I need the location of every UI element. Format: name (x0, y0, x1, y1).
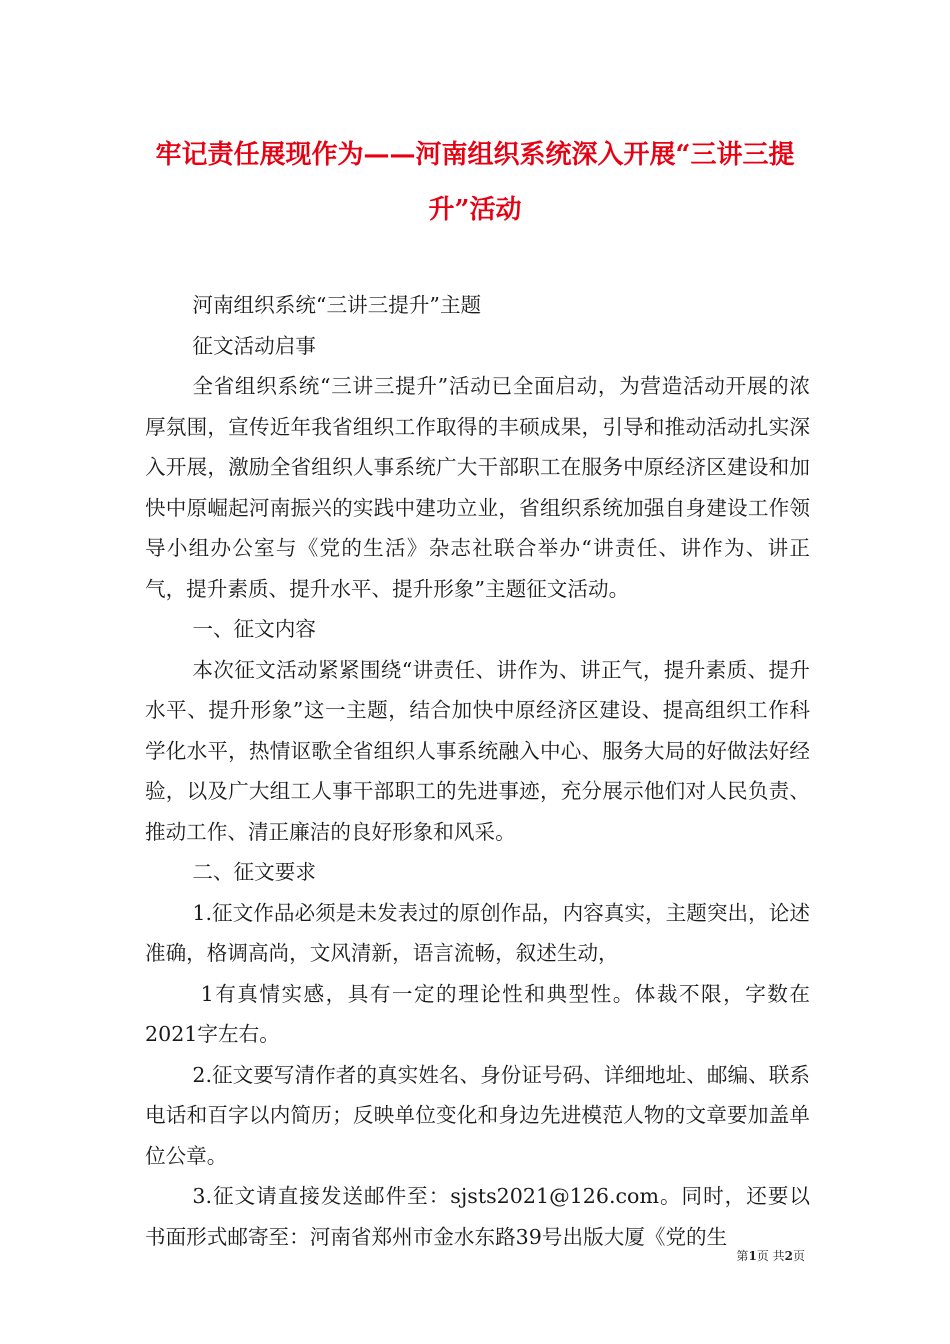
paragraph-requirement-1-cont: 1有真情实感，具有一定的理论性和典型性。体裁不限，字数在2021字左右。 (145, 981, 810, 1046)
document-title (140, 128, 810, 238)
paragraph-requirement-2: 2.征文要写清作者的真实姓名、身份证号码、详细地址、邮编、联系电话和百字以内简历；反映单位变化和身边先进模范人物的文章要加盖单位公章。 (145, 1062, 810, 1168)
footer-suffix: 页 (792, 1249, 805, 1263)
paragraph-requirement-3: 3.征文请直接发送邮件至：sjsts2021@126.com。同时，还要以书面形式邮寄至：河南省郑州市金水东路39号出版大厦《党的生 (145, 1184, 810, 1249)
document-body (145, 285, 810, 1257)
paragraph-requirement-1: 1.征文作品必须是未发表过的原创作品，内容真实，主题突出，论述准确，格调高尚，文风清新，语言流畅，叙述生动， (145, 900, 810, 965)
title-line-2: 升”活动 (428, 195, 522, 225)
footer-current-page: 1 (748, 1249, 757, 1263)
heading-notice: 征文活动启事 (192, 333, 316, 358)
footer-middle: 页 共 (756, 1249, 785, 1263)
footer-prefix: 第 (736, 1249, 749, 1263)
footer-total-pages: 2 (784, 1249, 793, 1263)
section-heading-content: 一、征文内容 (192, 617, 316, 641)
page-footer (736, 1247, 805, 1264)
title-line-1: 牢记责任展现作为——河南组织系统深入开展“三讲三提 (155, 140, 795, 170)
heading-theme: 河南组织系统“三讲三提升”主题 (192, 293, 482, 317)
paragraph-intro: 全省组织系统“三讲三提升”活动已全面启动，为营造活动开展的浓厚氛围，宣传近年我省组织工作取得的丰硕成果，引导和推动活动扎实深入开展，激励全省组织人事系统广大干部职工在服务中原经济区建设和加快中原崛起河南振兴的实践中建功立业，省组织系统加强自身建设工作领导小组办公室与《党的生活》杂志社联合举办“讲责任、讲作为、讲正气，提升素质、提升水平、提升形象”主题征文活动。 (145, 374, 810, 601)
paragraph-content: 本次征文活动紧紧围绕“讲责任、讲作为、讲正气，提升素质、提升水平、提升形象”这一主题，结合加快中原经济区建设、提高组织工作科学化水平，热情讴歌全省组织人事系统融入中心、服务大局的好做法好经验，以及广大组工人事干部职工的先进事迹，充分展示他们对人民负责、推动工作、清正廉洁的良好形象和风采。 (145, 657, 810, 844)
section-heading-requirements: 二、征文要求 (192, 860, 316, 884)
